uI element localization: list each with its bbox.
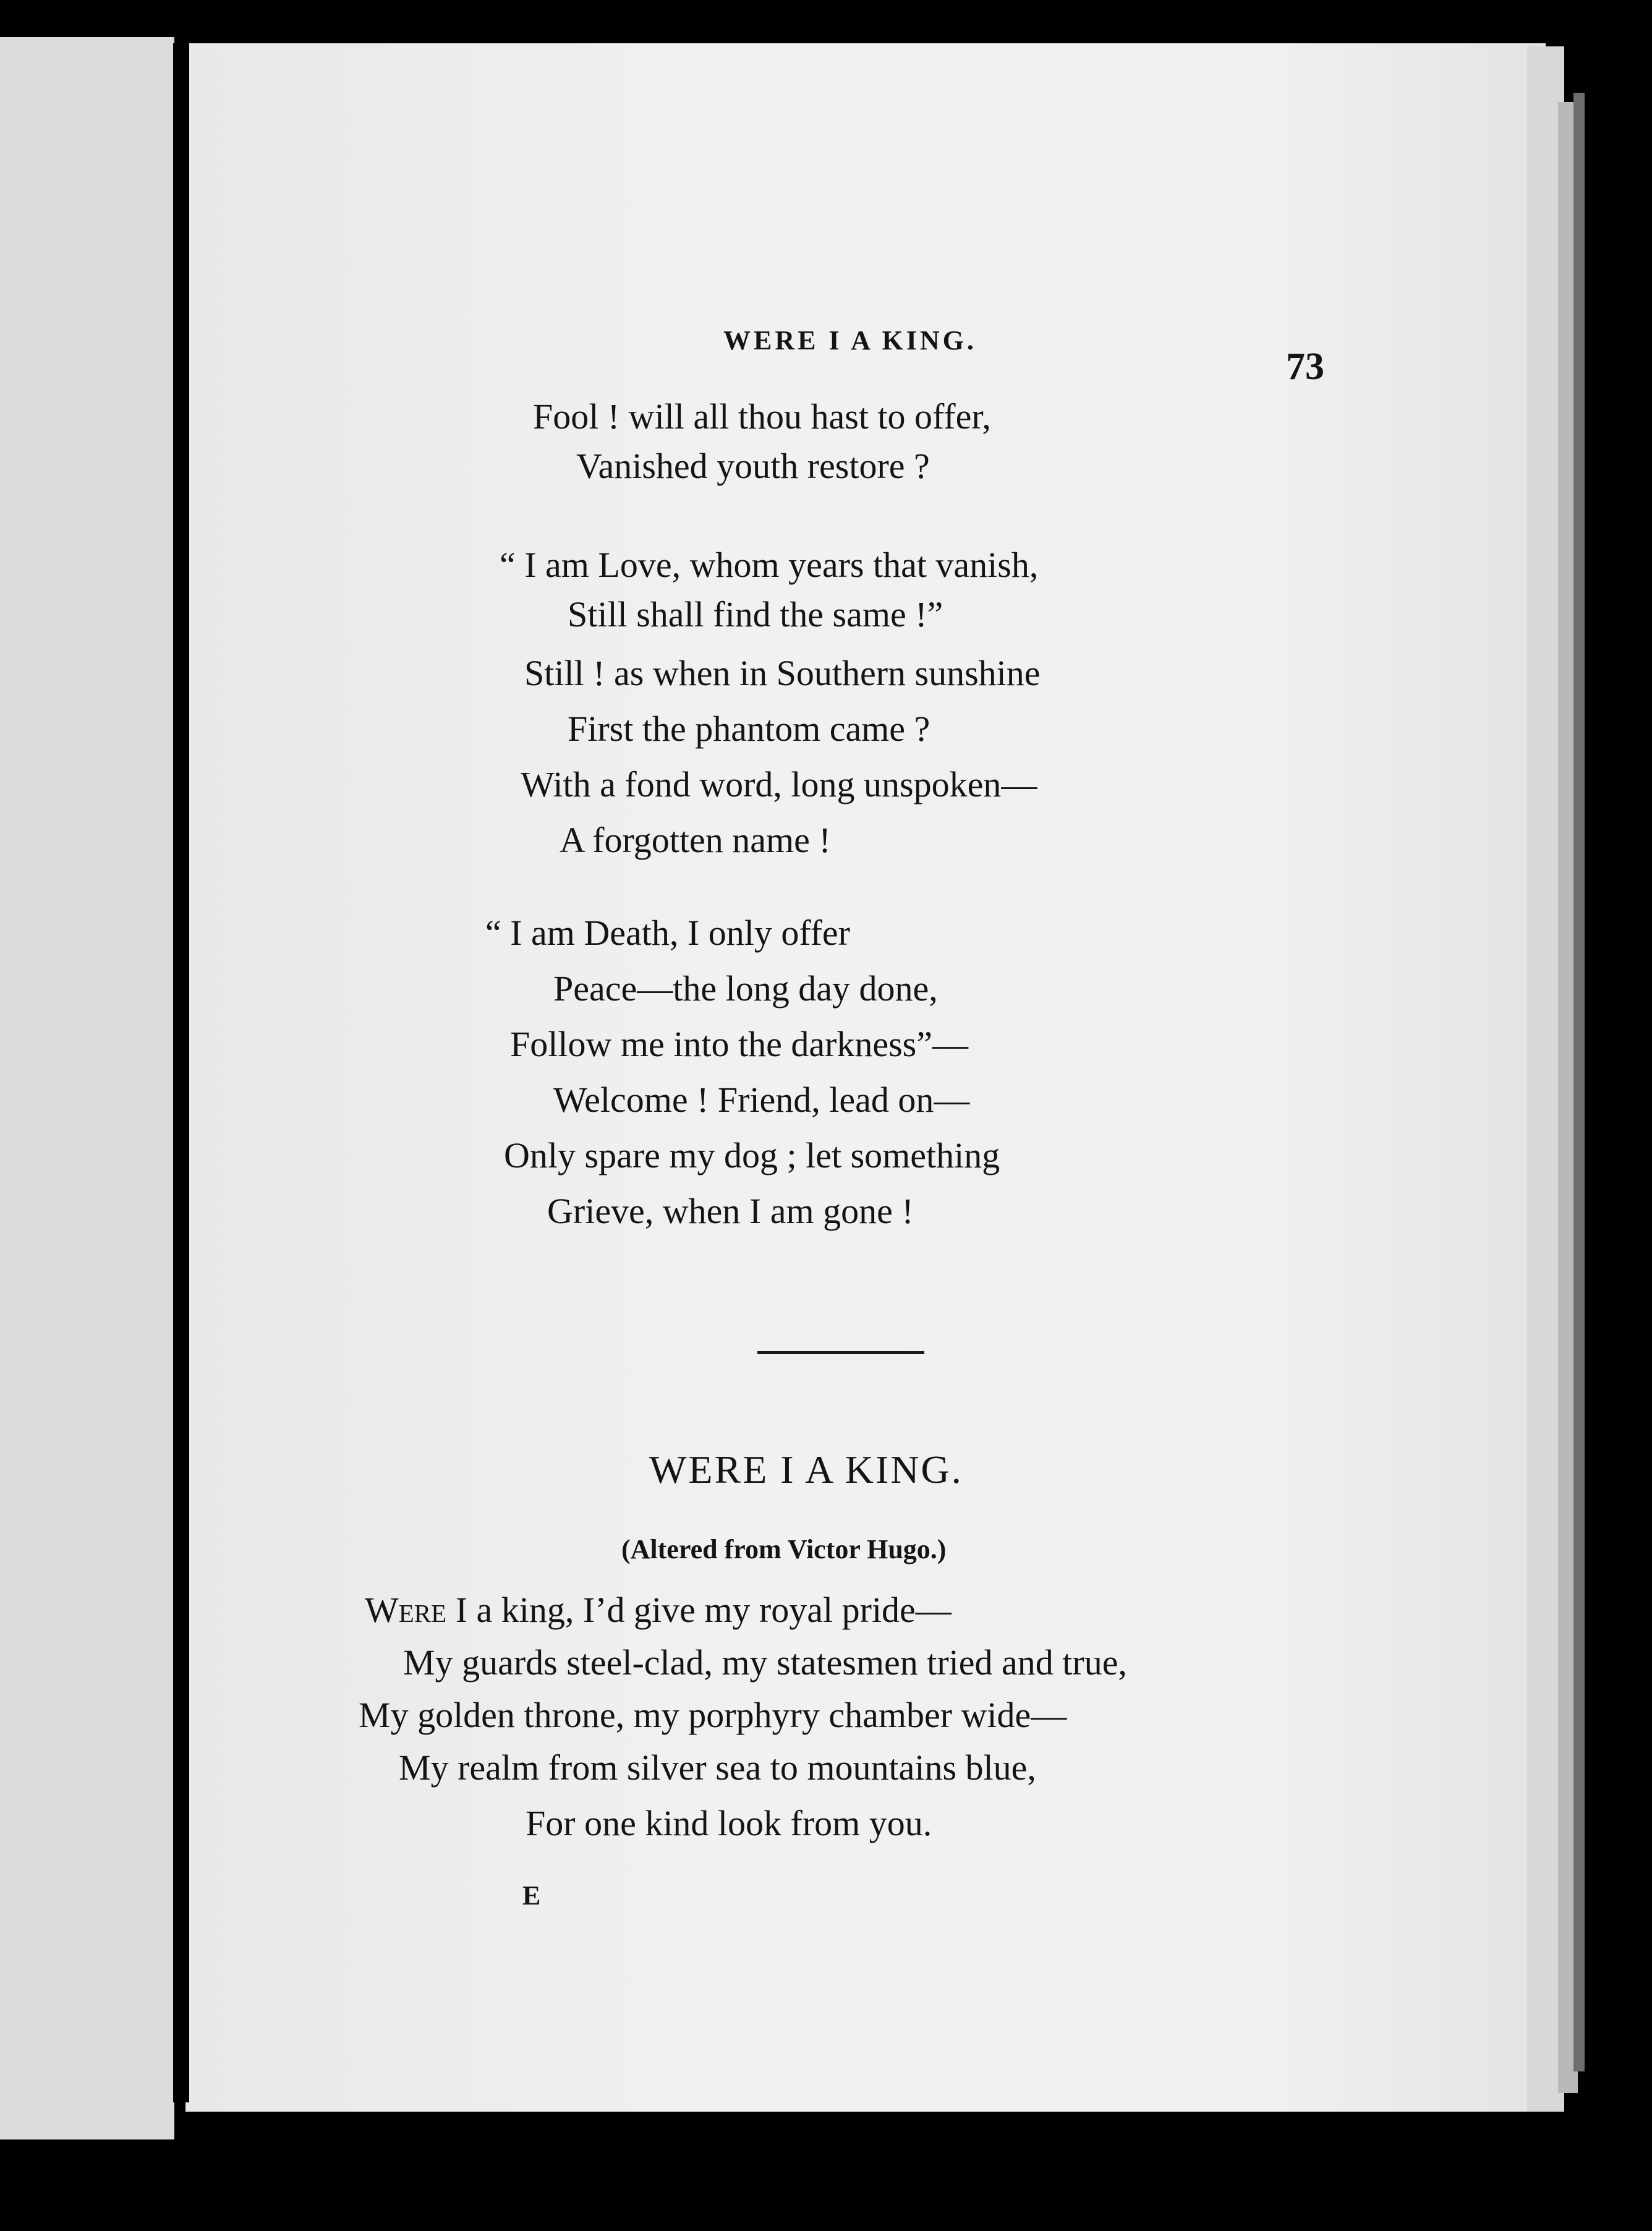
running-head: WERE I A KING. (723, 325, 977, 356)
poem-line (365, 1589, 952, 1631)
poem-line: With a fond word, long unspoken— (521, 764, 1037, 804)
poem-line: Grieve, when I am gone ! (547, 1191, 914, 1231)
poem-line: Fool ! will all thou hast to offer, (533, 396, 991, 437)
poem-line: Follow me into the darkness”— (510, 1024, 969, 1064)
poem-line: Peace—the long day done, (553, 968, 938, 1009)
poem-line: Only spare my dog ; let something (504, 1135, 1000, 1175)
poem-line: My golden throne, my porphyry chamber wide— (359, 1695, 1067, 1735)
poem-line: Still ! as when in Southern sunshine (524, 653, 1041, 693)
poem-title: WERE I A KING. (649, 1448, 963, 1491)
first-line-text: I a king, I’d give my royal pride— (446, 1590, 952, 1630)
section-divider (757, 1351, 924, 1354)
poem-line: First the phantom came ? (568, 709, 930, 749)
book-gutter (173, 43, 189, 2102)
previous-page-edge (0, 37, 174, 2139)
poem-line: My realm from silver sea to mountains blue, (399, 1747, 1036, 1788)
page-edge (1573, 93, 1585, 2071)
poem-line: My guards steel-clad, my statesmen tried and true, (403, 1642, 1127, 1683)
page-number: 73 (1286, 346, 1324, 388)
poem-subtitle: (Altered from Victor Hugo.) (621, 1534, 947, 1564)
signature-mark: E (522, 1880, 541, 1911)
poem-line: A forgotten name ! (560, 820, 831, 860)
poem-line: “ I am Love, whom years that vanish, (500, 545, 1039, 585)
drop-word: Were (365, 1590, 447, 1630)
poem-line: Vanished youth restore ? (576, 446, 930, 486)
poem-line: Welcome ! Friend, lead on— (553, 1080, 970, 1120)
poem-line: Still shall find the same !” (568, 594, 943, 634)
poem-line: “ I am Death, I only offer (485, 913, 850, 953)
poem-line: For one kind look from you. (526, 1803, 932, 1843)
